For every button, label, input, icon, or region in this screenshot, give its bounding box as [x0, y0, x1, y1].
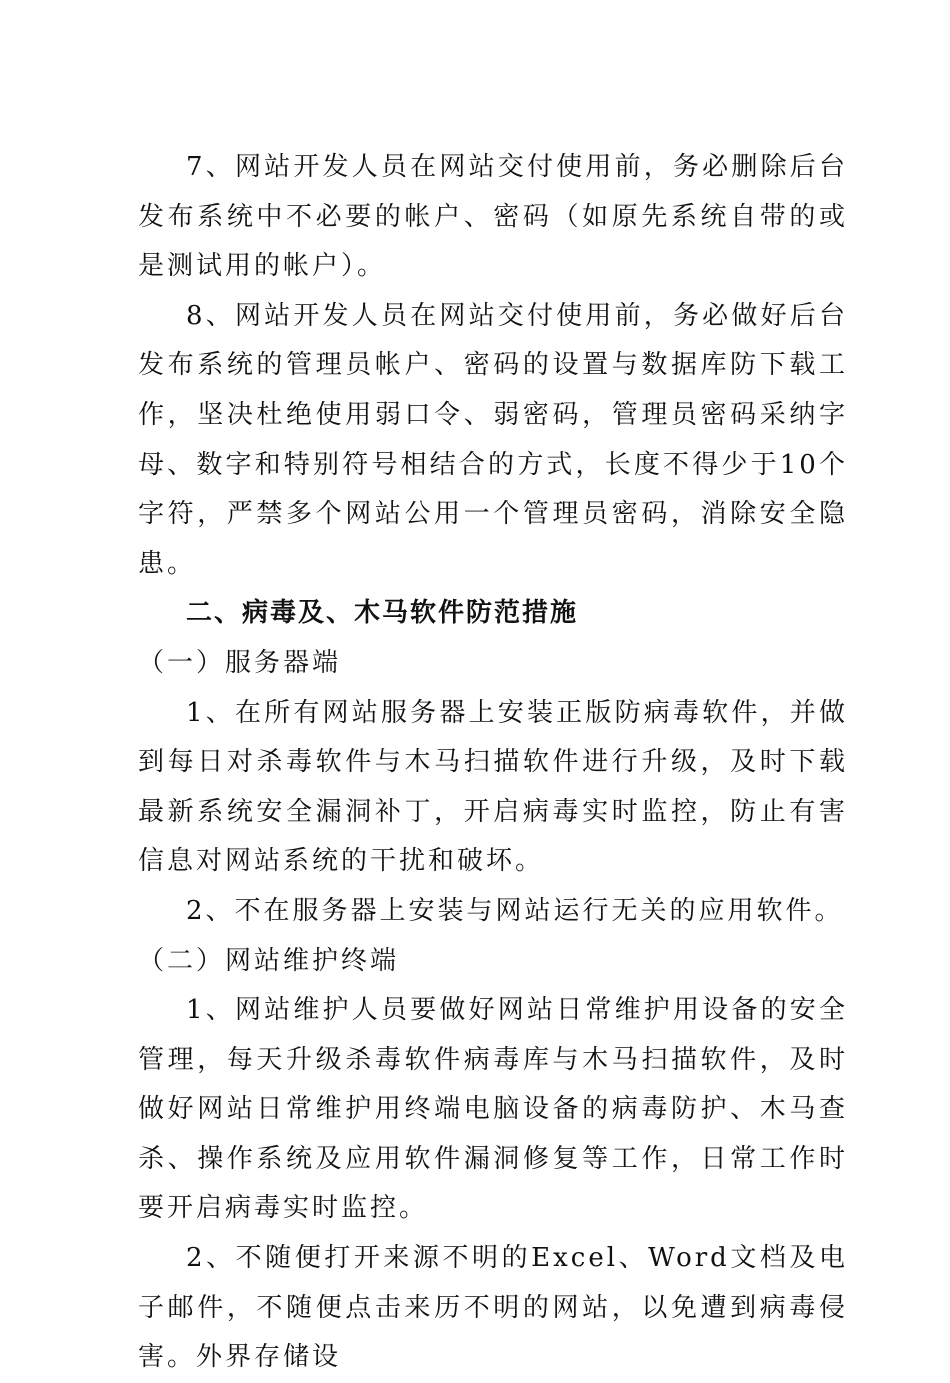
subsection-title-terminal: （二）网站维护终端	[138, 945, 400, 976]
terminal-item-2: 2、不随便打开来源不明的Excel、Word文档及电子邮件，不随便点击来历不明的网站，以免遭到病毒侵害。外界存储设	[138, 1243, 848, 1373]
section-heading: 二、病毒及、木马软件防范措施	[186, 598, 579, 629]
document-body	[138, 143, 848, 1383]
server-item-2: 2、不在服务器上安装与网站运行无关的应用软件。	[186, 895, 844, 926]
server-item-1: 1、在所有网站服务器上安装正版防病毒软件，并做到每日对杀毒软件与木马扫描软件进行升级，及时下载最新系统安全漏洞补丁，开启病毒实时监控，防止有害信息对网站系统的干扰和破坏。	[138, 697, 848, 877]
paragraph-item-7: 7、网站开发人员在网站交付使用前，务必删除后台发布系统中不必要的帐户、密码（如原先系统自带的或是测试用的帐户）。	[138, 152, 848, 282]
terminal-item-1: 1、网站维护人员要做好网站日常维护用设备的安全管理，每天升级杀毒软件病毒库与木马扫描软件，及时做好网站日常维护用终端电脑设备的病毒防护、木马查杀、操作系统及应用软件漏洞修复等工作，日常工作时要开启病毒实时监控。	[138, 995, 848, 1224]
subsection-title-server: （一）服务器端	[138, 647, 342, 678]
paragraph-item-8: 8、网站开发人员在网站交付使用前，务必做好后台发布系统的管理员帐户、密码的设置与数据库防下载工作，坚决杜绝使用弱口令、弱密码，管理员密码采纳字母、数字和特别符号相结合的方式，长度不得少于10个字符，严禁多个网站公用一个管理员密码，消除安全隐患。	[138, 300, 848, 579]
